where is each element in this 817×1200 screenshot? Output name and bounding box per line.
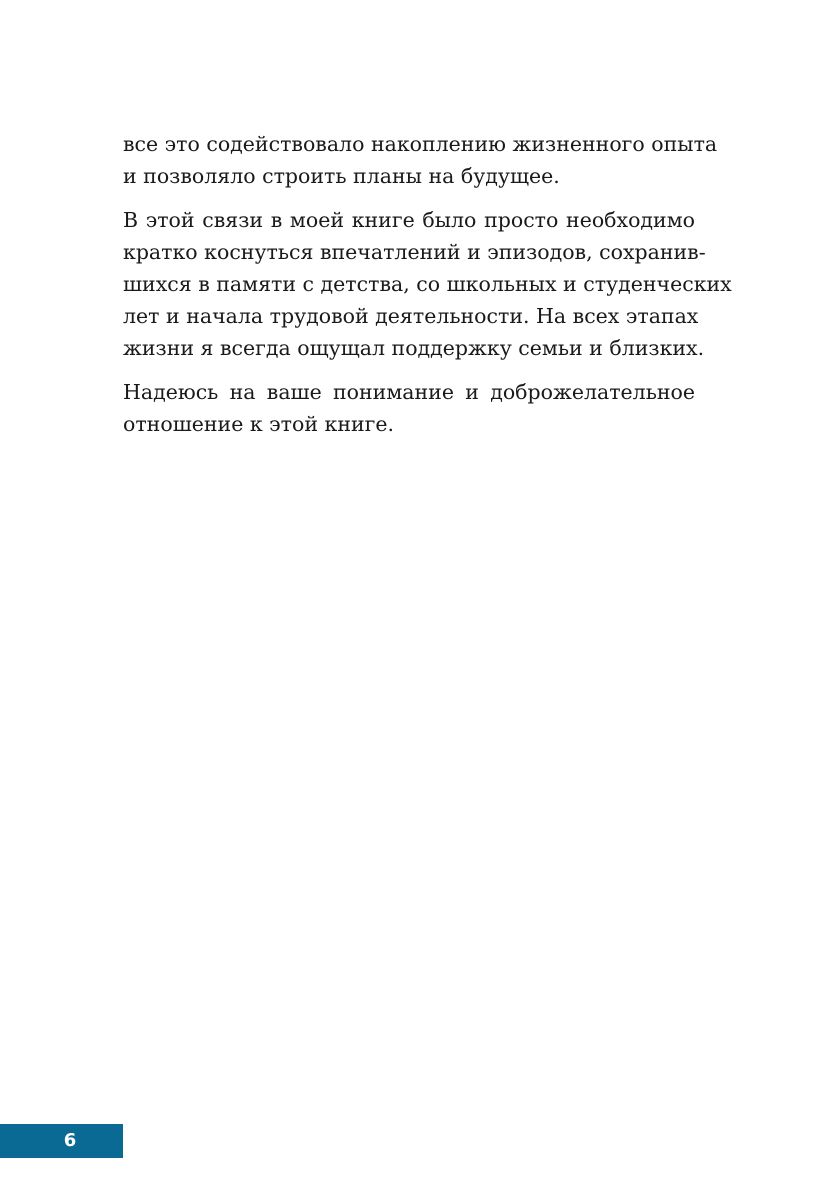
paragraph-3 (123, 376, 695, 440)
paragraph-1 (123, 128, 718, 192)
text-line: все это содействовало накоплению жизненного опыта (123, 132, 718, 156)
text-line: В этой связи в моей книге было просто необходимо (123, 208, 695, 232)
text-line: отношение к этой книге. (123, 412, 395, 436)
text-line: Надеюсь на ваше понимание и доброжелательное (123, 380, 695, 404)
text-line: шихся в памяти с детства, со школьных и студенческих (123, 272, 732, 296)
text-line: и позволяло строить планы на будущее. (123, 164, 560, 188)
paragraph-2 (123, 204, 732, 364)
page-number: 6 (63, 1130, 77, 1151)
text-line: лет и начала трудовой деятельности. На всех этапах (123, 304, 699, 328)
body-text (123, 128, 732, 452)
page-number-tab (0, 1124, 123, 1158)
text-line: кратко коснуться впечатлений и эпизодов, сохранив- (123, 240, 706, 264)
text-line: жизни я всегда ощущал поддержку семьи и близких. (123, 336, 705, 360)
